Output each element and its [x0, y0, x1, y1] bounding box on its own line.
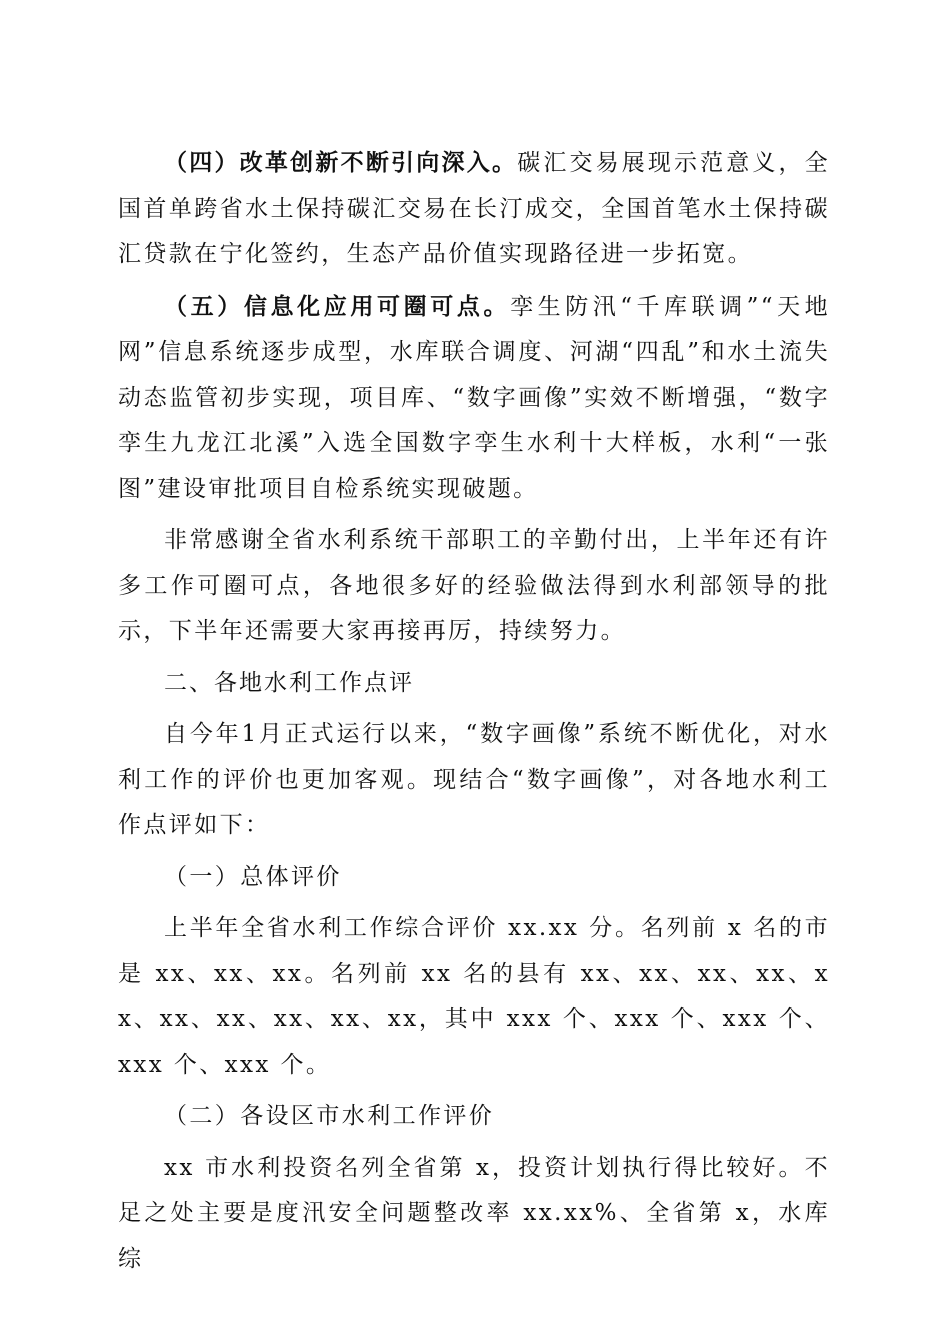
paragraph-section-intro: 自今年1月正式运行以来，“数字画像”系统不断优化，对水利工作的评价也更加客观。现结合“数字画像”，对各地水利工作点评如下：: [118, 721, 830, 838]
paragraph-reform-innovation: [118, 140, 830, 278]
subsection-title-overall: （一）总体评价: [164, 863, 342, 890]
subsection-title-city-evaluation: （二）各设区市水利工作评价: [164, 1103, 495, 1129]
section-title-local-review: 二、各地水利工作点评: [164, 669, 414, 696]
document-page: [118, 140, 830, 1288]
paragraph-overall-evaluation: 上半年全省水利工作综合评价 xx.xx 分。名列前 x 名的市是 xx、xx、xx。名列前 xx 名的县有 xx、xx、xx、xx、xx、xx、xx、xx、xx、xx，其中 xxx 个、xxx 个、xxx 个、xxx 个、xxx 个。: [118, 915, 830, 1078]
paragraph-thanks: 非常感谢全省水利系统干部职工的辛勤付出，上半年还有许多工作可圈可点，各地很多好的经验做法得到水利部领导的批示，下半年还需要大家再接再厉，持续努力。: [118, 527, 830, 644]
paragraph-body-four: 碳汇交易展现示范意义，全国首单跨省水土保持碳汇交易在长汀成交，全国首笔水土保持碳汇贷款在宁化签约，生态产品价值实现路径进一步拓宽。: [118, 150, 830, 267]
paragraph-heading-five: （五）信息化应用可圈可点。: [164, 292, 511, 320]
paragraph-informatization: [118, 284, 830, 513]
paragraph-heading-four: （四）改革创新不断引向深入。: [164, 149, 518, 176]
paragraph-city-evaluation: xx 市水利投资名列全省第 x，投资计划执行得比较好。不足之处主要是度汛安全问题整改率 xx.xx%、全省第 x，水库综: [118, 1154, 830, 1272]
paragraph-body-five: 孪生防汛“千库联调”“天地网”信息系统逐步成型，水库联合调度、河湖“四乱”和水土流失动态监管初步实现，项目库、“数字画像”实效不断增强，“数字孪生九龙江北溪”入选全国数字孪生水利十大样板，水利“一张图”建设审批项目自检系统实现破题。: [118, 293, 830, 502]
